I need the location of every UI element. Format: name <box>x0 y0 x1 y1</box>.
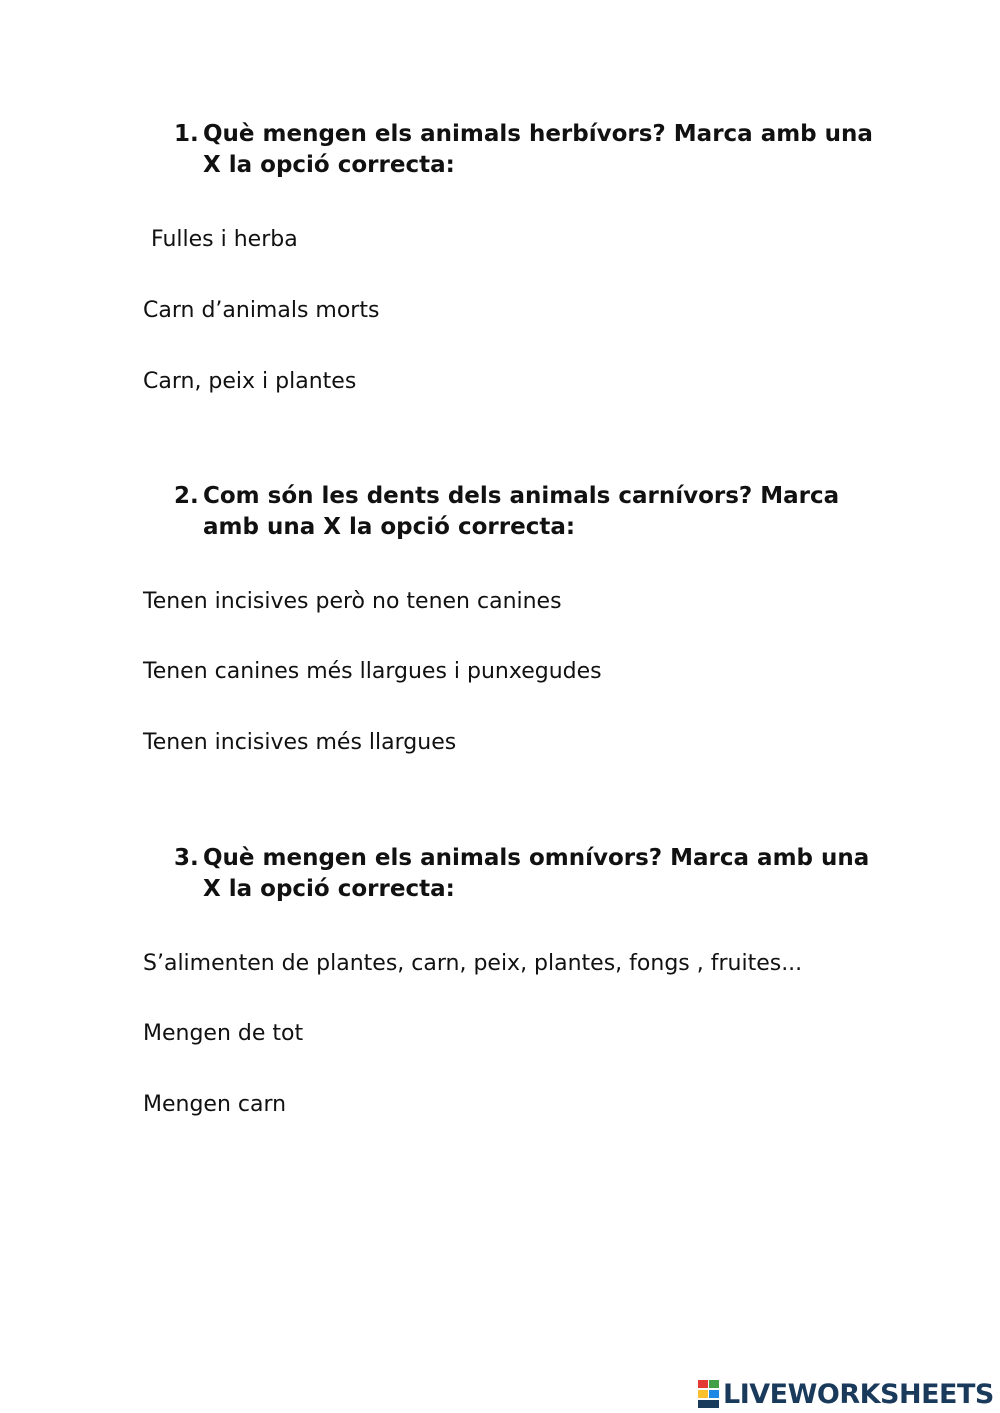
answer-option[interactable]: Mengen carn <box>143 1092 287 1117</box>
question-number: 2. <box>174 483 199 509</box>
question-text: Com són les dents dels animals carnívors? Marca amb una X la opció correcta: <box>203 483 840 540</box>
question-2 <box>174 481 874 543</box>
question-text: Què mengen els animals omnívors? Marca amb una X la opció correcta: <box>203 845 870 902</box>
answer-option[interactable]: Tenen canines més llargues i punxegudes <box>143 659 602 684</box>
liveworksheets-logo-icon <box>698 1380 720 1408</box>
answer-option[interactable]: Carn d’animals morts <box>143 298 380 323</box>
question-1 <box>174 119 874 181</box>
question-number: 3. <box>174 845 199 871</box>
question-3 <box>174 843 874 905</box>
question-text: Què mengen els animals herbívors? Marca amb una X la opció correcta: <box>203 121 873 178</box>
answer-option[interactable]: Tenen incisives però no tenen canines <box>143 589 562 614</box>
answer-option[interactable]: Tenen incisives més llargues <box>143 730 457 755</box>
answer-option[interactable]: Fulles i herba <box>151 227 298 252</box>
logo-text: LIVEWORKSHEETS <box>723 1378 994 1410</box>
liveworksheets-logo <box>698 1378 994 1410</box>
answer-option[interactable]: Carn, peix i plantes <box>143 369 357 394</box>
answer-option[interactable]: S’alimenten de plantes, carn, peix, plantes, fongs , fruites... <box>143 951 803 976</box>
answer-option[interactable]: Mengen de tot <box>143 1021 304 1046</box>
question-number: 1. <box>174 121 199 147</box>
